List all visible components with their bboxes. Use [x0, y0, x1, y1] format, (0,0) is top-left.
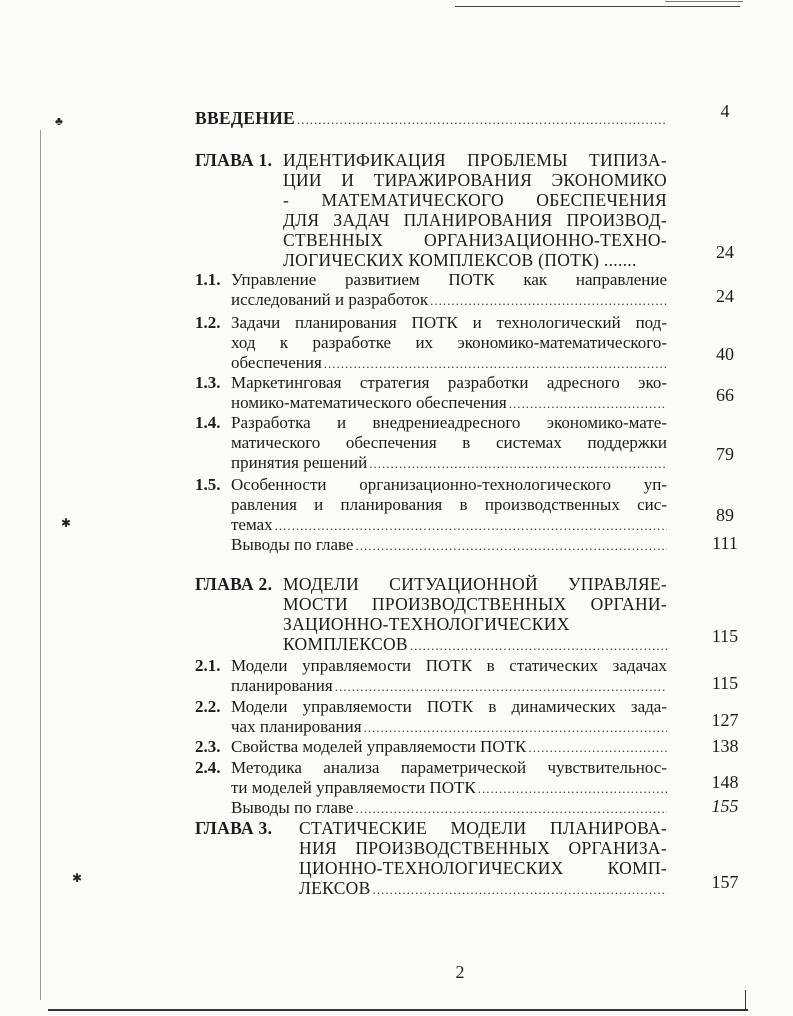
section-title-line: Разработка и внедрениеадресного экономико-мате- — [231, 413, 667, 432]
section-title-line: Модели управляемости ПОТК в динамических зада- — [231, 697, 667, 716]
toc-chapter-2 — [195, 574, 667, 654]
section-page: 40 — [716, 344, 734, 364]
section-page: 66 — [716, 385, 734, 405]
section-page: 24 — [716, 286, 734, 306]
intro-page: 4 — [720, 101, 730, 121]
conclusions-page: 111 — [712, 533, 738, 553]
conclusions-label: Выводы по главе — [231, 535, 354, 554]
leader-dots — [297, 110, 667, 130]
leader-dots — [324, 354, 667, 374]
chapter-1-title-line: ДЛЯ ЗАДАЧ ПЛАНИРОВАНИЯ ПРОИЗВОД- — [283, 210, 667, 230]
leader-dots — [528, 738, 667, 758]
section-title-line: Методика анализа параметрической чувствительнос- — [231, 758, 667, 777]
chapter-2-page: 115 — [711, 626, 739, 646]
section-title-line: ход к разработке их экономико-математического- — [231, 333, 667, 352]
toc-chapter-3 — [195, 818, 667, 898]
scan-edge-top — [455, 6, 740, 7]
chapter-2-title-line: КОМПЛЕКСОВ — [283, 634, 408, 654]
section-title-line: Управление развитием ПОТК как направление — [231, 270, 667, 289]
scan-edge-left — [40, 130, 41, 1000]
punch-hole-mark: ✱ — [61, 516, 72, 530]
section-page: 148 — [711, 772, 739, 792]
chapter-1-title-line: ИДЕНТИФИКАЦИЯ ПРОБЛЕМЫ ТИПИЗА- — [283, 150, 667, 170]
leader-dots — [410, 636, 667, 656]
section-title-line: Маркетинговая стратегия разработки адресного эко- — [231, 373, 667, 392]
section-page: 138 — [711, 736, 739, 756]
leader-dots — [355, 536, 667, 556]
chapter-3-prefix: ГЛАВА 3. — [195, 818, 273, 838]
chapter-2-prefix: ГЛАВА 2. — [195, 574, 273, 594]
leader-dots — [335, 677, 667, 697]
section-number: 1.4. — [195, 413, 221, 432]
punch-hole-mark: ♣ — [55, 114, 63, 128]
intro-label: ВВЕДЕНИЕ — [195, 108, 296, 128]
toc-chapter-1 — [195, 150, 667, 270]
section-title-line: Свойства моделей управляемости ПОТК — [231, 737, 527, 756]
section-title-line: принятия решений — [231, 453, 368, 472]
section-title-line: Модели управляемости ПОТК в статических задачах — [231, 656, 667, 675]
chapter-1-page: 24 — [716, 242, 734, 262]
leader-dots — [478, 779, 667, 799]
section-title-line: номико-математического обеспечения — [231, 393, 507, 412]
chapter-3-page: 157 — [711, 872, 739, 892]
scan-edge-right — [745, 990, 746, 1010]
leader-dots — [430, 291, 667, 311]
section-number: 2.4. — [195, 758, 221, 777]
section-title-line: ти моделей управляемости ПОТК — [231, 778, 476, 797]
section-title-line: обеспечения — [231, 353, 322, 372]
section-number: 2.1. — [195, 656, 221, 675]
chapter-1-title-line: - МАТЕМАТИЧЕСКОГО ОБЕСПЕЧЕНИЯ — [283, 190, 667, 210]
punch-hole-mark: ✱ — [72, 871, 83, 885]
chapter-2-title-line: ЗАЦИОННО-ТЕХНОЛОГИЧЕСКИХ — [283, 614, 570, 634]
leader-dots — [364, 718, 667, 738]
section-title-line: матического обеспечения в системах поддержки — [231, 433, 667, 452]
section-title-line: планирования — [231, 676, 333, 695]
leader-dots — [509, 394, 667, 414]
section-title-line: исследований и разработок — [231, 290, 429, 309]
section-number: 1.2. — [195, 313, 221, 332]
chapter-1-prefix: ГЛАВА 1. — [195, 150, 273, 170]
section-title-line: чах планирования — [231, 717, 362, 736]
page-number: 2 — [455, 962, 465, 982]
chapter-2-title-line: МОДЕЛИ СИТУАЦИОННОЙ УПРАВЛЯЕ- — [283, 574, 667, 594]
section-number: 1.1. — [195, 270, 221, 289]
section-title-line: Особенности организационно-технологического уп- — [231, 475, 667, 494]
chapter-3-title-line: СТАТИЧЕСКИЕ МОДЕЛИ ПЛАНИРОВА- — [299, 818, 667, 838]
conclusions-page: 155 — [711, 796, 739, 816]
leader-dots — [355, 799, 667, 819]
section-title-line: Задачи планирования ПОТК и технологический под- — [231, 313, 667, 332]
section-title-line: равления и планирования в производственных сис- — [231, 495, 667, 514]
chapter-3-title-line: НИЯ ПРОИЗВОДСТВЕННЫХ ОРГАНИЗА- — [299, 838, 667, 858]
chapter-1-title-line: СТВЕННЫХ ОРГАНИЗАЦИОННО-ТЕХНО- — [283, 230, 667, 250]
chapter-3-title-line: ЛЕКСОВ — [299, 878, 371, 898]
section-number: 1.3. — [195, 373, 221, 392]
section-page: 127 — [711, 710, 739, 730]
section-number: 2.2. — [195, 697, 221, 716]
section-title-line: темах — [231, 515, 273, 534]
chapter-1-title-line: ЛОГИЧЕСКИХ КОМПЛЕКСОВ (ПОТК) ....... — [283, 250, 637, 270]
leader-dots — [275, 516, 667, 536]
scan-edge-top-short — [665, 1, 743, 2]
chapter-3-title-line: ЦИОННО-ТЕХНОЛОГИЧЕСКИХ КОМП- — [299, 858, 667, 878]
section-page: 115 — [711, 673, 739, 693]
section-number: 1.5. — [195, 475, 221, 494]
section-page: 89 — [716, 505, 734, 525]
chapter-1-title-line: ЦИИ И ТИРАЖИРОВАНИЯ ЭКОНОМИКО — [283, 170, 667, 190]
leader-dots — [373, 880, 667, 900]
section-page: 79 — [716, 444, 734, 464]
conclusions-label: Выводы по главе — [231, 798, 354, 817]
leader-dots — [369, 454, 667, 474]
section-number: 2.3. — [195, 737, 221, 756]
chapter-2-title-line: МОСТИ ПРОИЗВОДСТВЕННЫХ ОРГАНИ- — [283, 594, 667, 614]
scan-edge-bottom — [48, 1009, 748, 1011]
